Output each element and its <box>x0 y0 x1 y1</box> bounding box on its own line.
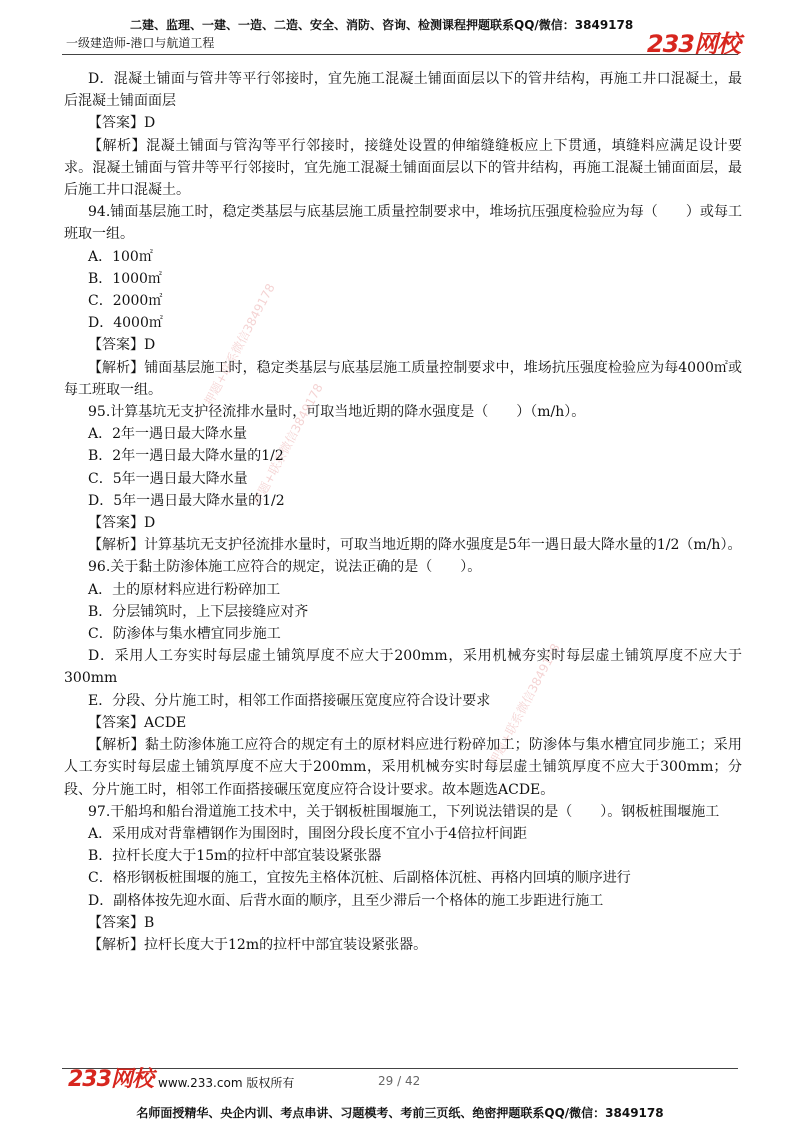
analysis-paragraph: 【解析】混凝土铺面与管沟等平行邻接时，接缝处设置的伸缩缝缝板应上下贯通，填缝料应满足设计要求。混凝土铺面与管井等平行邻接时，宜先施工混凝土铺面面层以下的管井结构，再施工混凝土铺面面层，最后施工井口混凝土。 <box>64 137 742 199</box>
analysis-paragraph: 【解析】铺面基层施工时，稳定类基层与底基层施工质量控制要求中，堆场抗压强度检验应为每4000㎡或每工班取一组。 <box>64 359 742 398</box>
option-line: B．1000㎡ <box>88 270 162 287</box>
option-line: D．5年一遇日最大降水量的1/2 <box>88 492 285 509</box>
option-line: B．拉杆长度大于15m的拉杆中部宜装设紧张器 <box>88 848 382 865</box>
watermark: 押题+联系微信3849178 <box>201 281 278 408</box>
option-line: C．2000㎡ <box>88 293 163 310</box>
option-line: D．采用人工夯实时每层虚土铺筑厚度不应大于200mm，采用机械夯实时每层虚土铺筑厚度不应大于300mm <box>64 648 742 687</box>
analysis-paragraph: 【解析】拉杆长度大于12m的拉杆中部宜装设紧张器。 <box>88 936 428 953</box>
answer-line: 【答案】D <box>88 115 156 132</box>
answer-line: 【答案】B <box>88 914 155 931</box>
answer-line: 【答案】D <box>88 515 156 532</box>
option-line: A．采用成对背靠槽钢作为围囹时，围囹分段长度不宜小于4倍拉杆间距 <box>88 825 528 842</box>
header-contact-line: 二建、监理、一建、一造、二造、安全、消防、咨询、检测课程押题联系QQ/微信：3849178 <box>130 18 634 32</box>
option-line: A．100㎡ <box>88 248 153 265</box>
question-stem: 97.干船坞和船台滑道施工技术中，关于钢板桩围堰施工，下列说法错误的是（ ）。钢板桩围堰施工 <box>88 803 720 820</box>
question-stem: 96.关于黏土防渗体施工应符合的规定，说法正确的是（ ）。 <box>88 559 482 576</box>
watermark: 押题+联系微信3849178 <box>486 641 563 768</box>
option-line: C．5年一遇日最大降水量 <box>88 470 248 487</box>
footer-contact-line: 名师面授精华、央企内训、考点串讲、习题模考、考前三页纸、绝密押题联系QQ/微信：3849178 <box>136 1106 664 1120</box>
watermark: 押题+联系微信3849178 <box>249 381 326 508</box>
option-line: D．副格体按先迎水面、后背水面的顺序，且至少滞后一个格体的施工步距进行施工 <box>88 892 604 909</box>
brand-logo: 233网校 <box>646 30 740 58</box>
option-line: A．2年一遇日最大降水量 <box>88 426 248 443</box>
option-line: B．2年一遇日最大降水量的1/2 <box>88 448 284 465</box>
option-line: E．分段、分片施工时，相邻工作面搭接碾压宽度应符合设计要求 <box>88 692 491 709</box>
footer-site-link[interactable]: www.233.com 版权所有 <box>158 1076 295 1090</box>
analysis-paragraph: 【解析】计算基坑无支护径流排水量时，可取当地近期的降水强度是5年一遇日最大降水量的1/2（m/h）。 <box>88 537 742 554</box>
header-course-title: 一级建造师-港口与航道工程 <box>66 36 215 50</box>
option-line: C．防渗体与集水槽宜同步施工 <box>88 626 281 643</box>
page-number: 29 / 42 <box>378 1074 421 1088</box>
option-line: D．4000㎡ <box>88 315 163 332</box>
question-stem: 95.计算基坑无支护径流排水量时，可取当地近期的降水强度是（ ）（m/h）。 <box>88 404 586 421</box>
question-content <box>64 68 742 956</box>
header-divider <box>62 54 738 55</box>
footer-divider <box>62 1068 738 1069</box>
option-line: A．土的原材料应进行粉碎加工 <box>88 581 281 598</box>
option-line: B．分层铺筑时，上下层接缝应对齐 <box>88 603 309 620</box>
footer-logo: 233网校 <box>68 1067 153 1092</box>
answer-line: 【答案】ACDE <box>88 714 187 731</box>
option-line: C．格形钢板桩围堰的施工，宜按先主格体沉桩、后副格体沉桩、再格内回填的顺序进行 <box>88 870 631 887</box>
option-line: D．混凝土铺面与管井等平行邻接时，宜先施工混凝土铺面面层以下的管井结构，再施工井口混凝土，最后混凝土铺面面层 <box>64 71 742 110</box>
question-stem: 94.铺面基层施工时，稳定类基层与底基层施工质量控制要求中，堆场抗压强度检验应为每（ ）或每工班取一组。 <box>64 204 742 243</box>
answer-line: 【答案】D <box>88 337 156 354</box>
analysis-paragraph: 【解析】黏土防渗体施工应符合的规定有土的原材料应进行粉碎加工；防渗体与集水槽宜同步施工；采用人工夯实时每层虚土铺筑厚度不应大于200mm，采用机械夯实时每层虚土铺筑厚度不应大于300mm；分段、分片施工时，相邻工作面搭接碾压宽度应符合设计要求。故本题选ACDE。 <box>64 737 742 798</box>
